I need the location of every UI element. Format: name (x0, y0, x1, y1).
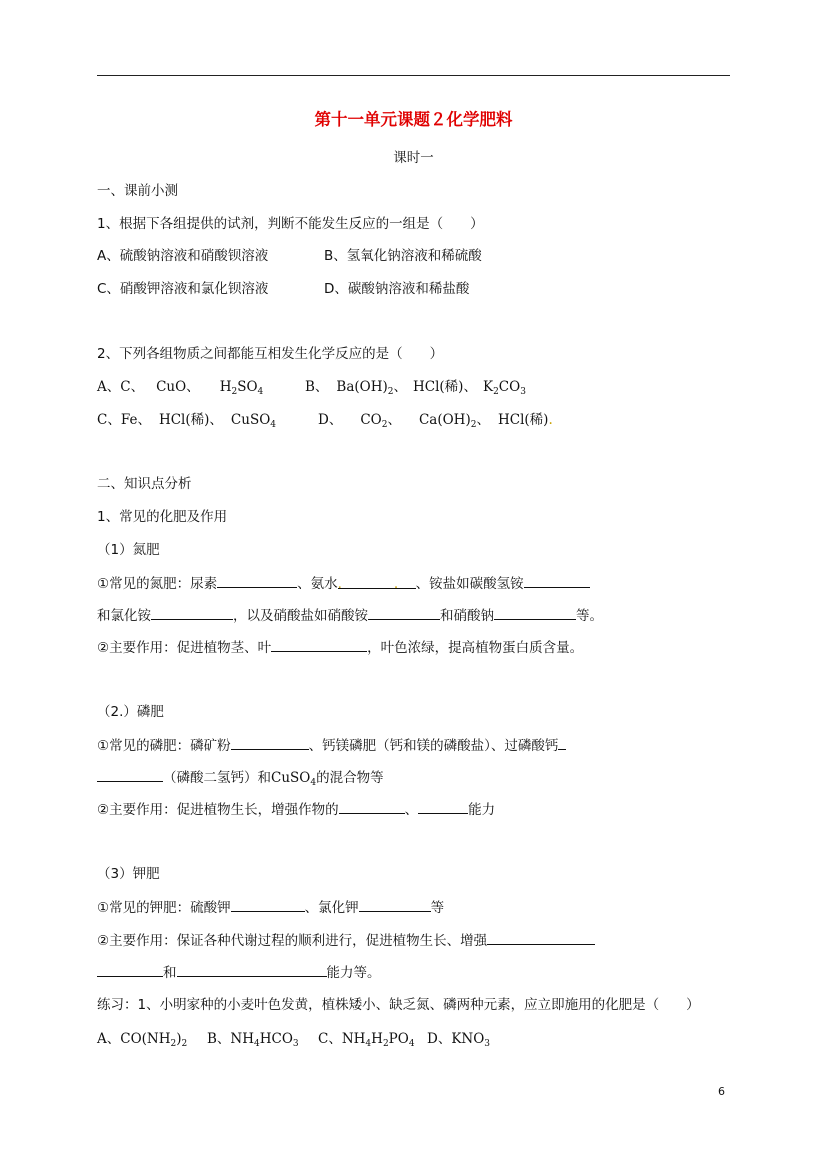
blank-urea[interactable] (217, 574, 297, 588)
nitrogen-function-line: ②主要作用：促进植物茎、叶 ，叶色浓绿，提高植物蛋白质含量。 (97, 640, 584, 656)
blank-phosphate-rock[interactable] (231, 736, 309, 750)
blank-potassium-chloride[interactable] (359, 898, 431, 912)
q1-option-b: B、氢氧化钠溶液和稀硫酸 (324, 248, 482, 264)
q2-option-d: D、 $CO_2$、 $Ca(OH)_2$、 HCl(稀). (318, 412, 553, 430)
potassium-common-line: ①常见的钾肥：硫酸钾 、氯化钾 等 (97, 900, 445, 916)
page-subtitle: 课时一 (393, 150, 434, 166)
blank-ammonium-chloride[interactable] (151, 606, 233, 620)
exercise-option-b: B、$NH_4HCO_3$ (207, 1031, 299, 1049)
phosphorus-common-line-2: （磷酸二氢钙）和CuSO$_4$的混合物等 (97, 768, 384, 787)
blank-potassium-ability-2[interactable] (177, 963, 327, 977)
nitrogen-common-line-2: 和氯化铵 ，以及硝酸盐如硝酸铵 和硝酸钠 等。 (97, 608, 603, 624)
blank-superphosphate[interactable] (97, 768, 163, 782)
exercise-option-c: C、$NH_4H_2PO_4$ (318, 1031, 415, 1049)
blank-ammonia-water[interactable]: . . (338, 575, 416, 589)
nitrogen-heading: （1）氮肥 (97, 542, 160, 558)
q2-option-a: A、C、 CuO、 $H_2SO_4$ (97, 379, 264, 397)
section-2-heading: 二、知识点分析 (97, 476, 192, 492)
blank-phosphorus-ability-1[interactable] (339, 800, 405, 814)
blank-ammonium-nitrate[interactable] (368, 606, 440, 620)
phosphorus-common-line: ①常见的磷肥：磷矿粉 、钙镁磷肥（钙和镁的磷酸盐）、过磷酸钙 (97, 736, 566, 755)
section-1-heading: 一、课前小测 (97, 183, 178, 199)
q1-option-a: A、硫酸钠溶液和硝酸钡溶液 (97, 248, 269, 264)
blank-ammonium-bicarbonate[interactable] (524, 574, 590, 588)
blank-nitrogen-function[interactable] (271, 638, 367, 652)
potassium-function-line-2: 和 能力等。 (97, 963, 381, 982)
exercise-option-d: D、$KNO_3$ (427, 1031, 491, 1049)
q2-option-b: B、 $Ba(OH)_2$、 HCl(稀)、 $K_2CO_3$ (305, 379, 526, 397)
subsection-fertilizers: 1、常见的化肥及作用 (97, 509, 228, 525)
potassium-function-line: ②主要作用：保证各种代谢过程的顺利进行，促进植物生长、增强 (97, 931, 595, 950)
exercise-option-a: A、$CO(NH_2)_2$ (97, 1031, 188, 1049)
blank-potassium-sulfate[interactable] (231, 898, 305, 912)
page-number: 6 (718, 1085, 725, 1098)
exercise-stem: 练习：1、小明家种的小麦叶色发黄，植株矮小、缺乏氮、磷两种元素，应立即施用的化肥是（ ） (97, 997, 700, 1013)
phosphorus-function-line: ②主要作用：促进植物生长，增强作物的 、 能力 (97, 802, 496, 818)
header-rule (97, 75, 730, 76)
q1-option-d: D、碳酸钠溶液和稀盐酸 (324, 281, 470, 297)
blank-phosphorus-ability-2[interactable] (418, 800, 468, 814)
q1-option-c: C、硝酸钾溶液和氯化钡溶液 (97, 281, 269, 297)
q2-stem: 2、下列各组物质之间都能互相发生化学反应的是（ ） (97, 346, 444, 362)
blank-sodium-nitrate[interactable] (494, 606, 576, 620)
page-title: 第十一单元课题２化学肥料 (314, 110, 513, 129)
q2-option-c: C、Fe、 HCl(稀)、 CuSO$_4$ (97, 412, 276, 430)
blank-superphosphate-start[interactable] (558, 736, 566, 750)
phosphorus-heading: （2.）磷肥 (97, 704, 164, 720)
potassium-heading: （3）钾肥 (97, 866, 160, 882)
blank-potassium-ability-1[interactable] (487, 931, 595, 945)
blank-potassium-ability-1-cont[interactable] (97, 963, 163, 977)
nitrogen-common-line: ①常见的氮肥：尿素 、氨水. . 、铵盐如碳酸氢铵 (97, 574, 590, 593)
q1-stem: 1、根据下各组提供的试剂，判断不能发生反应的一组是（ ） (97, 216, 484, 232)
